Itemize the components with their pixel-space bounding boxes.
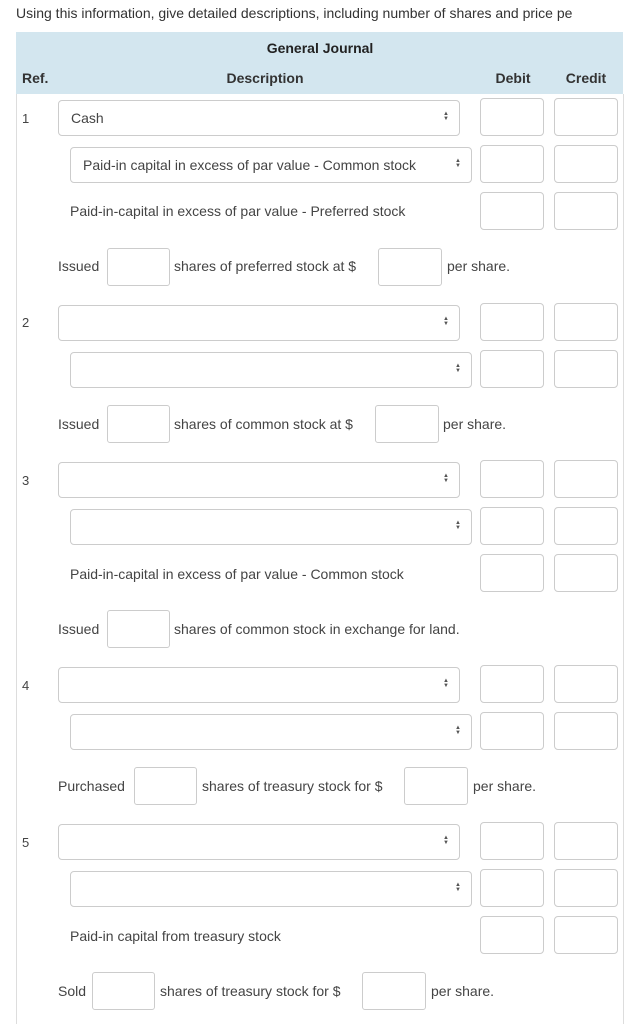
debit-input[interactable] (480, 869, 544, 907)
price-input[interactable] (378, 248, 442, 286)
debit-input[interactable] (480, 192, 544, 230)
entry-ref: 4 (22, 678, 30, 693)
entry-ref: 3 (22, 473, 30, 488)
journal-title: General Journal (266, 40, 374, 56)
description-prefix: Sold (58, 983, 87, 999)
description-prefix: Issued (58, 258, 100, 274)
description-prefix: Issued (58, 416, 100, 432)
debit-input[interactable] (480, 460, 544, 498)
select-caret-icon: ▲ ▼ (455, 520, 461, 532)
account-select[interactable] (70, 509, 472, 545)
select-caret-icon: ▲ ▼ (455, 158, 461, 170)
account-select[interactable] (58, 100, 460, 136)
price-input[interactable] (404, 767, 468, 805)
credit-input[interactable] (554, 192, 618, 230)
shares-input[interactable] (134, 767, 197, 805)
credit-input[interactable] (554, 869, 618, 907)
description-text: shares of treasury stock for $ (160, 983, 341, 999)
description-text: shares of preferred stock at $ (174, 258, 357, 274)
select-caret-icon: ▲ ▼ (455, 882, 461, 894)
credit-input[interactable] (554, 145, 618, 183)
column-debit-header: Debit (495, 70, 531, 86)
account-select[interactable] (70, 352, 472, 388)
shares-input[interactable] (92, 972, 155, 1010)
account-select[interactable] (70, 714, 472, 750)
description-suffix: per share. (443, 416, 507, 432)
description-prefix: Issued (58, 621, 100, 637)
description-suffix: per share. (447, 258, 511, 274)
shares-input[interactable] (107, 248, 170, 286)
select-caret-icon: ▲ ▼ (443, 316, 449, 328)
instruction-text: Using this information, give detailed descriptions, including number of shares and price pe (16, 5, 573, 21)
select-caret-icon: ▲ ▼ (443, 678, 449, 690)
debit-input[interactable] (480, 350, 544, 388)
credit-input[interactable] (554, 665, 618, 703)
credit-input[interactable] (554, 98, 618, 136)
account-select[interactable] (58, 667, 460, 703)
column-credit-header: Credit (565, 70, 607, 86)
select-caret-icon: ▲ ▼ (443, 835, 449, 847)
credit-input[interactable] (554, 303, 618, 341)
account-select[interactable] (70, 147, 472, 183)
description-suffix: per share. (431, 983, 495, 999)
price-input[interactable] (375, 405, 439, 443)
entry-ref: 2 (22, 315, 30, 330)
debit-input[interactable] (480, 98, 544, 136)
debit-input[interactable] (480, 303, 544, 341)
column-ref-header: Ref. (22, 70, 49, 86)
description-suffix: per share. (473, 778, 537, 794)
debit-input[interactable] (480, 822, 544, 860)
credit-input[interactable] (554, 350, 618, 388)
price-input[interactable] (362, 972, 426, 1010)
credit-input[interactable] (554, 712, 618, 750)
account-select-value: Paid-in capital in excess of par value - Common stock (83, 157, 417, 173)
shares-input[interactable] (107, 405, 170, 443)
entry-ref: 5 (22, 835, 30, 850)
credit-input[interactable] (554, 507, 618, 545)
account-select[interactable] (58, 462, 460, 498)
select-caret-icon: ▲ ▼ (443, 111, 449, 123)
account-select[interactable] (58, 824, 460, 860)
column-description-header: Description (226, 70, 304, 86)
select-caret-icon: ▲ ▼ (455, 725, 461, 737)
shares-input[interactable] (107, 610, 170, 648)
debit-input[interactable] (480, 507, 544, 545)
description-text: shares of treasury stock for $ (202, 778, 383, 794)
credit-input[interactable] (554, 822, 618, 860)
credit-input[interactable] (554, 460, 618, 498)
select-caret-icon: ▲ ▼ (455, 363, 461, 375)
debit-input[interactable] (480, 145, 544, 183)
account-label: Paid-in-capital in excess of par value - Common stock (70, 566, 404, 582)
description-prefix: Purchased (58, 778, 125, 794)
account-select[interactable] (70, 871, 472, 907)
account-select-value: Cash (71, 110, 104, 126)
account-label: Paid-in-capital in excess of par value - Preferred stock (70, 203, 406, 219)
entry-ref: 1 (22, 111, 30, 126)
account-select[interactable] (58, 305, 460, 341)
debit-input[interactable] (480, 916, 544, 954)
credit-input[interactable] (554, 554, 618, 592)
debit-input[interactable] (480, 712, 544, 750)
debit-input[interactable] (480, 554, 544, 592)
description-text: shares of common stock in exchange for land. (174, 621, 460, 637)
select-caret-icon: ▲ ▼ (443, 473, 449, 485)
description-text: shares of common stock at $ (174, 416, 353, 432)
account-label: Paid-in capital from treasury stock (70, 928, 281, 944)
credit-input[interactable] (554, 916, 618, 954)
debit-input[interactable] (480, 665, 544, 703)
